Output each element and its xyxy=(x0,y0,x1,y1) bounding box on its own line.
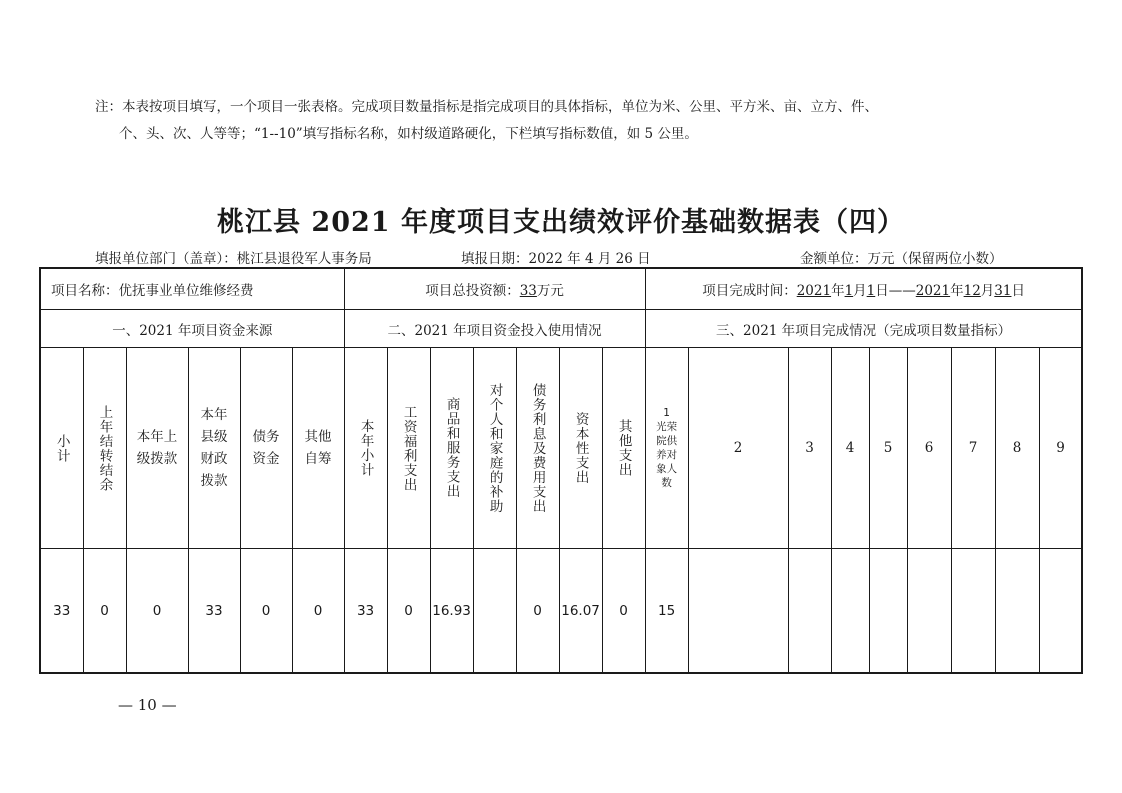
header-county-allocation-label: 本年县级财政拨款 xyxy=(200,407,228,489)
header-county-allocation xyxy=(188,348,240,549)
header-year-subtotal xyxy=(344,348,387,549)
value-other-expense: 0 xyxy=(602,549,645,674)
page-number: — 10 — xyxy=(118,696,177,714)
value-year-subtotal: 33 xyxy=(344,549,387,674)
indicator-1-number: 1 xyxy=(663,407,670,419)
document-title: 桃江县 2021 年度项目支出绩效评价基础数据表（四） xyxy=(217,207,905,238)
header-debt-interest xyxy=(516,348,559,549)
end-year: 2021 xyxy=(915,283,951,299)
day-char: 日 xyxy=(1011,283,1025,299)
indicator-6: 6 xyxy=(907,348,951,549)
header-wages xyxy=(387,348,430,549)
investment-value: 33 xyxy=(519,283,537,299)
reporting-unit: 填报单位部门（盖章）：桃江县退役军人事务局 xyxy=(95,251,372,267)
header-superior-allocation-label: 本年上级拨款 xyxy=(136,429,178,467)
reporting-date: 填报日期：2022 年 4 月 26 日 xyxy=(461,251,651,267)
project-name-cell xyxy=(40,268,344,310)
data-table xyxy=(39,267,1083,674)
start-day: 1 xyxy=(866,283,876,299)
completion-time-cell xyxy=(645,268,1082,310)
currency-unit: 金额单位：万元（保留两位小数） xyxy=(800,251,1003,267)
month-char: 月 xyxy=(853,283,867,299)
investment-label: 项目总投资额： xyxy=(425,283,520,299)
year-char: 年 xyxy=(950,283,964,299)
end-month: 12 xyxy=(963,283,981,299)
value-capital: 16.07 xyxy=(559,549,602,674)
value-indicator-2 xyxy=(688,549,788,674)
value-self-raised: 0 xyxy=(292,549,344,674)
value-indicator-9 xyxy=(1039,549,1082,674)
day-char: 日 xyxy=(875,283,889,299)
header-subtotal xyxy=(40,348,83,549)
date-dash: —— xyxy=(888,283,916,299)
header-wages-label: 工资福利支出 xyxy=(400,404,417,492)
indicator-7: 7 xyxy=(951,348,995,549)
value-individual-subsidy xyxy=(473,549,516,674)
header-self-raised-label: 其他自筹 xyxy=(304,429,332,467)
indicator-2: 2 xyxy=(688,348,788,549)
header-row xyxy=(40,348,1082,549)
value-debt-interest: 0 xyxy=(516,549,559,674)
header-individual-subsidy-label: 对个人和家庭的补助 xyxy=(486,382,503,514)
header-goods-services xyxy=(430,348,473,549)
note-line-1: 注：本表按项目填写，一个项目一张表格。完成项目数量指标是指完成项目的具体指标，单位为米、公里、平方米、亩、立方、件、 xyxy=(95,99,878,115)
value-county-allocation: 33 xyxy=(188,549,240,674)
indicator-4: 4 xyxy=(831,348,869,549)
header-prev-year-balance xyxy=(83,348,126,549)
value-prev-year-balance: 0 xyxy=(83,549,126,674)
indicator-1-name: 光荣院供养对象人数 xyxy=(656,421,678,489)
value-superior-allocation: 0 xyxy=(126,549,188,674)
header-goods-services-label: 商品和服务支出 xyxy=(443,397,460,499)
section-completion: 三、2021 年项目完成情况（完成项目数量指标） xyxy=(645,310,1082,348)
indicator-5: 5 xyxy=(869,348,907,549)
indicator-8: 8 xyxy=(995,348,1039,549)
value-debt-fund: 0 xyxy=(240,549,292,674)
header-debt-fund-label: 债务资金 xyxy=(252,429,280,467)
value-indicator-8 xyxy=(995,549,1039,674)
value-row xyxy=(40,549,1082,674)
header-superior-allocation xyxy=(126,348,188,549)
value-indicator-1: 15 xyxy=(645,549,688,674)
value-indicator-5 xyxy=(869,549,907,674)
start-year: 2021 xyxy=(796,283,832,299)
value-indicator-6 xyxy=(907,549,951,674)
investment-unit: 万元 xyxy=(536,283,564,299)
header-self-raised xyxy=(292,348,344,549)
header-individual-subsidy xyxy=(473,348,516,549)
header-other-expense-label: 其他支出 xyxy=(615,419,632,477)
value-indicator-7 xyxy=(951,549,995,674)
section-row xyxy=(40,310,1082,348)
end-day: 31 xyxy=(994,283,1012,299)
value-indicator-4 xyxy=(831,549,869,674)
header-debt-fund xyxy=(240,348,292,549)
year-char: 年 xyxy=(831,283,845,299)
indicator-9: 9 xyxy=(1039,348,1082,549)
project-name: 项目名称：优抚事业单位维修经费 xyxy=(51,283,254,299)
indicator-1 xyxy=(645,348,688,549)
header-capital-label: 资本性支出 xyxy=(572,411,589,485)
completion-time-label: 项目完成时间： xyxy=(702,283,797,299)
value-indicator-3 xyxy=(788,549,831,674)
value-subtotal: 33 xyxy=(40,549,83,674)
total-investment-cell xyxy=(344,268,645,310)
value-goods-services: 16.93 xyxy=(430,549,473,674)
start-month: 1 xyxy=(844,283,854,299)
header-capital xyxy=(559,348,602,549)
header-year-subtotal-label: 本年小计 xyxy=(357,419,374,477)
indicator-3: 3 xyxy=(788,348,831,549)
header-subtotal-label: 小计 xyxy=(53,433,70,463)
info-row xyxy=(40,268,1082,310)
header-prev-year-balance-label: 上年结转结余 xyxy=(96,404,113,492)
header-other-expense xyxy=(602,348,645,549)
month-char: 月 xyxy=(980,283,995,299)
section-fund-usage: 二、2021 年项目资金投入使用情况 xyxy=(344,310,645,348)
value-wages: 0 xyxy=(387,549,430,674)
header-debt-interest-label: 债务利息及费用支出 xyxy=(529,382,546,514)
note-line-2: 个、头、次、人等等；“1--10”填写指标名称，如村级道路硬化，下栏填写指标数值，如 5 公里。 xyxy=(119,126,698,142)
section-funding-source: 一、2021 年项目资金来源 xyxy=(40,310,344,348)
